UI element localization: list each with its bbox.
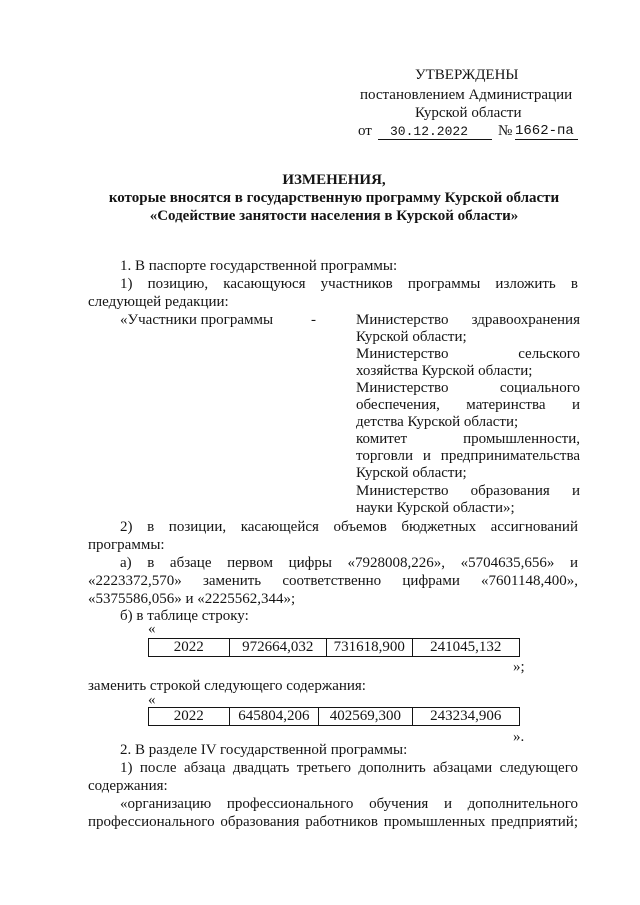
table-cell: 2022 [173,708,204,724]
table-cell: 2022 [173,639,204,655]
table-cell: 402569,300 [318,708,412,725]
participant-line: детства Курской области; [356,414,519,430]
table-cell: 241045,132 [412,639,519,656]
approval-title: УТВЕРЖДЕНЫ [415,67,519,83]
old-table-row [148,638,520,657]
heading-subtitle-line2: «Содействие занятости населения в Курской области» [149,208,519,224]
participant-line: Министерство здравоохранения [356,312,580,328]
new-table-row [148,707,520,726]
approval-date: 30.12.2022 [390,124,469,139]
participant-line: Министерство сельского [356,346,580,362]
section2-title: 2. В разделе IV государственной программы: [120,742,408,758]
heading-subtitle-line1: которые вносятся в государственную программу Курской области [108,190,560,206]
participant-line: обеспечения, материнства и [356,397,580,413]
participants-label: «Участники программы [120,312,274,328]
participant-line: Курской области; [356,465,467,481]
approval-number-prefix: № [498,123,513,139]
participant-line: хозяйства Курской области; [356,363,533,379]
paragraph-line: а) в абзаце первом цифры «7928008,226», «5704635,656» и [120,555,578,571]
table-cell: 731618,900 [326,639,412,656]
paragraph-line: следующей редакции: [88,294,229,310]
approval-region: Курской области [415,105,522,121]
paragraph-line: 1) позицию, касающуюся участников программы изложить в [120,276,578,292]
open-quote: « [148,621,156,637]
approval-date-prefix: от [358,123,372,139]
paragraph-line: программы: [88,537,165,553]
paragraph-line: «5375586,056» и «2225562,344»; [88,591,296,607]
participant-line: торговли и предпринимательства [356,448,580,464]
participants-dash: - [311,312,316,328]
approval-number: 1662-па [515,122,578,140]
participant-line: науки Курской области»; [356,500,515,516]
table-cell: 972664,032 [229,639,326,656]
participant-line: Курской области; [356,329,467,345]
paragraph-line: «2223372,570» заменить соответственно цифрами «7601148,400», [88,573,578,589]
paragraph-line: 1) после абзаца двадцать третьего дополнить абзацами следующего [120,760,578,776]
paragraph-line: 2) в позиции, касающейся объемов бюджетных ассигнований [120,519,578,535]
approval-date-field [378,122,492,140]
table-cell: 645804,206 [229,708,319,725]
participant-line: Министерство социального [356,380,580,396]
paragraph-line: профессионального образования работников промышленных предприятий; [88,814,578,830]
heading-title: ИЗМЕНЕНИЯ, [282,172,386,188]
paragraph-line: б) в таблице строку: [120,608,249,624]
participant-line: Министерство образования и [356,483,580,499]
participant-line: комитет промышленности, [356,431,580,447]
section1-title: 1. В паспорте государственной программы: [120,258,398,274]
approval-resolution: постановлением Администрации [360,87,573,103]
paragraph-line: заменить строкой следующего содержания: [88,678,366,694]
close-quote: »; [513,659,525,675]
close-quote: ». [513,729,525,745]
paragraph-line: «организацию профессионального обучения и дополнительного [120,796,578,812]
paragraph-line: содержания: [88,778,168,794]
open-quote: « [148,692,156,708]
table-cell: 243234,906 [412,708,519,725]
